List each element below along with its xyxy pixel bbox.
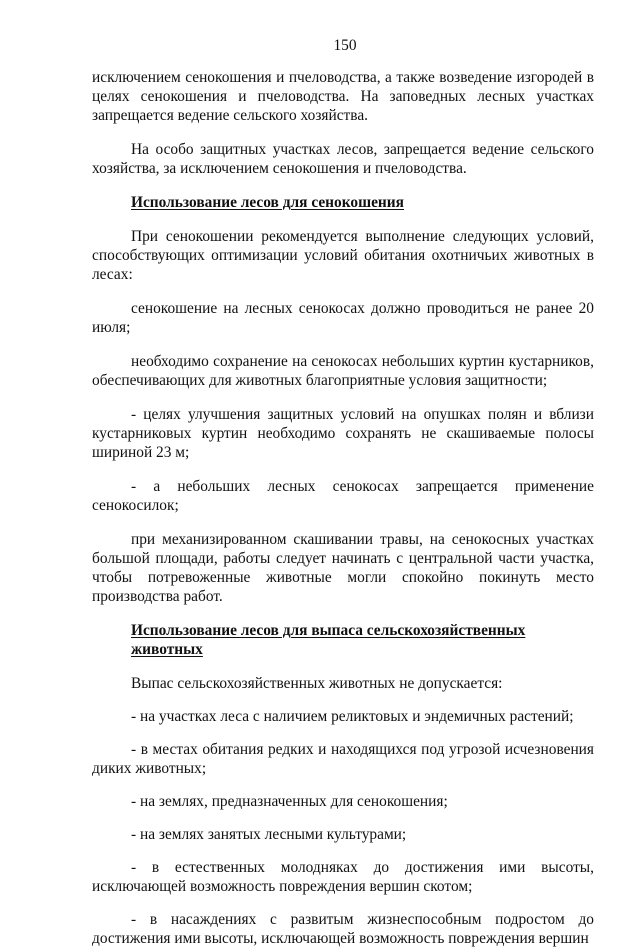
page-number: 150 xyxy=(333,37,357,54)
list-item: - на землях занятых лесными культурами; xyxy=(131,826,407,843)
section-heading: Использование лесов для сенокошения xyxy=(131,194,404,211)
paragraph: при механизированном скашивании травы, на сенокосных участках большой площади, работы следует начинать с центральной части участка, чтобы потревоженные животные могли спокойно покинуть место производства работ. xyxy=(92,531,594,605)
list-item: - в насаждениях с развитым жизнеспособным подростом до достижения ими высоты, исключающей возможность повреждения вершин xyxy=(92,911,594,947)
paragraph: - целях улучшения защитных условий на опушках полян и вблизи кустарниковых куртин необходимо сохранять не скашиваемые полосы шириной 23 м; xyxy=(92,406,594,461)
list-item: - на землях, предназначенных для сенокошения; xyxy=(131,793,448,810)
paragraph: На особо защитных участках лесов, запрещается ведение сельского хозяйства, за исключением сенокошения и пчеловодства. xyxy=(92,141,594,177)
paragraph: При сенокошении рекомендуется выполнение следующих условий, способствующих оптимизации условий обитания охотничьих животных в лесах: xyxy=(92,228,594,283)
list-item: - в местах обитания редких и находящихся под угрозой исчезновения диких животных; xyxy=(92,741,594,777)
list-item: - на участках леса с наличием реликтовых и эндемичных растений; xyxy=(131,708,574,725)
paragraph: Выпас сельскохозяйственных животных не допускается: xyxy=(131,675,503,692)
paragraph: исключением сенокошения и пчеловодства, а также возведение изгородей в целях сенокошения и пчеловодства. На заповедных лесных участках запрещается ведение сельского хозяйства. xyxy=(92,69,594,124)
list-item: - в естественных молодняках до достижения ими высоты, исключающей возможность повреждения вершин скотом; xyxy=(92,859,594,895)
paragraph: необходимо сохранение на сенокосах небольших куртин кустарников, обеспечивающих для животных благоприятные условия защитности; xyxy=(92,353,594,389)
section-heading: Использование лесов для выпаса сельскохозяйственных животных xyxy=(131,622,526,658)
paragraph: - а небольших лесных сенокосах запрещается применение сенокосилок; xyxy=(92,478,594,514)
paragraph: сенокошение на лесных сенокосах должно проводиться не ранее 20 июля; xyxy=(92,300,594,336)
